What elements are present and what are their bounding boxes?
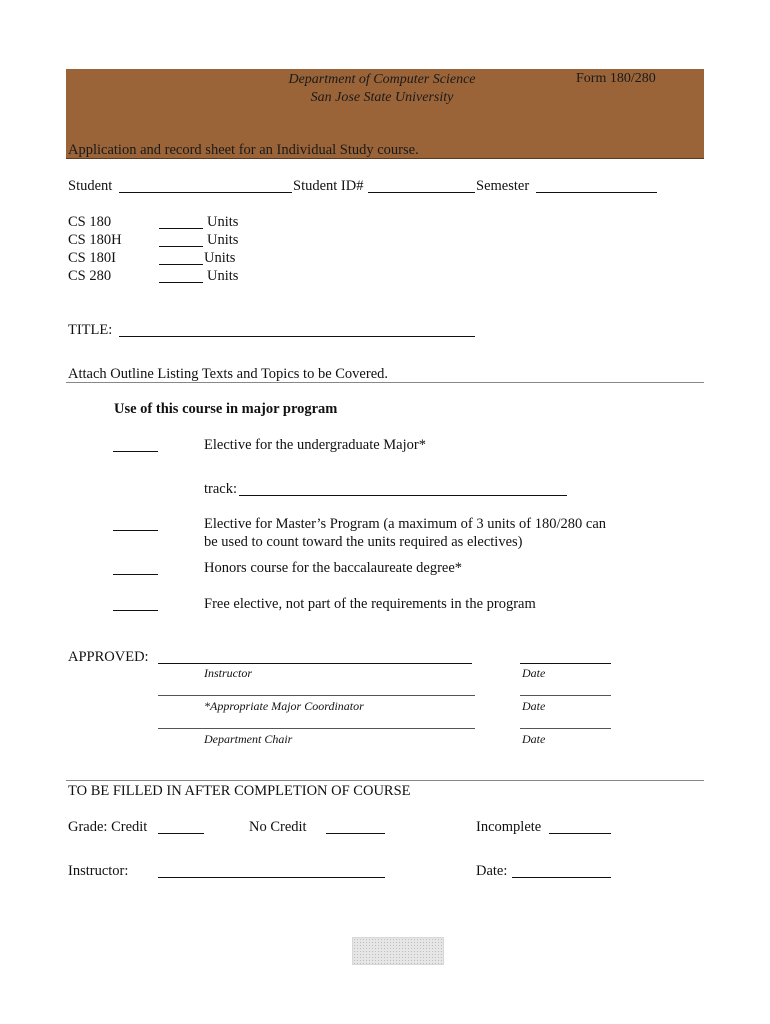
title-label: TITLE: bbox=[68, 322, 113, 338]
incomplete-field[interactable] bbox=[549, 833, 611, 834]
header-band bbox=[66, 69, 704, 159]
header-divider bbox=[66, 158, 704, 159]
major-program-heading: Use of this course in major program bbox=[114, 401, 338, 417]
units-field[interactable] bbox=[159, 246, 203, 247]
student-label: Student bbox=[68, 178, 113, 194]
student-id-field[interactable] bbox=[368, 192, 475, 193]
course-code: CS 180H bbox=[68, 232, 122, 248]
attach-line: Attach Outline Listing Texts and Topics to be Covered. bbox=[68, 366, 389, 382]
units-field[interactable] bbox=[159, 282, 203, 283]
option-checkbox-line[interactable] bbox=[113, 530, 158, 531]
units-label: Units bbox=[207, 214, 239, 230]
units-field[interactable] bbox=[159, 264, 203, 265]
student-id-label: Student ID# bbox=[293, 178, 364, 194]
university-name: San Jose State University bbox=[310, 90, 454, 105]
option-undergrad-elective: Elective for the undergraduate Major* bbox=[204, 437, 426, 453]
department-heading bbox=[272, 71, 492, 107]
units-label: Units bbox=[207, 268, 239, 284]
course-code: CS 180I bbox=[68, 250, 116, 266]
section-divider bbox=[66, 382, 704, 383]
option-checkbox-line[interactable] bbox=[113, 574, 158, 575]
semester-field[interactable] bbox=[536, 192, 657, 193]
coordinator-date-line[interactable] bbox=[520, 695, 611, 696]
title-field[interactable] bbox=[119, 336, 475, 337]
units-label: Units bbox=[204, 250, 236, 266]
incomplete-label: Incomplete bbox=[476, 819, 542, 835]
coordinator-signature-line[interactable] bbox=[158, 695, 475, 696]
instructor-signature-line[interactable] bbox=[158, 663, 472, 664]
application-line: Application and record sheet for an Individual Study course. bbox=[68, 142, 419, 158]
page-stamp bbox=[352, 937, 444, 965]
student-field[interactable] bbox=[119, 192, 292, 193]
completion-divider bbox=[66, 780, 704, 781]
units-label: Units bbox=[207, 232, 239, 248]
grade-credit-label: Grade: Credit bbox=[68, 819, 148, 835]
units-field[interactable] bbox=[159, 228, 203, 229]
chair-caption: Department Chair bbox=[204, 732, 293, 746]
chair-signature-line[interactable] bbox=[158, 728, 475, 729]
option-free-elective: Free elective, not part of the requirements in the program bbox=[204, 596, 536, 612]
completion-date-field[interactable] bbox=[512, 877, 611, 878]
completion-heading: TO BE FILLED IN AFTER COMPLETION OF COURSE bbox=[68, 783, 411, 799]
date-caption: Date bbox=[522, 699, 546, 713]
instructor-caption: Instructor bbox=[204, 666, 252, 680]
option-honors-course: Honors course for the baccalaureate degree* bbox=[204, 560, 463, 576]
form-number: Form 180/280 bbox=[576, 71, 656, 86]
track-field[interactable] bbox=[239, 495, 567, 496]
option-checkbox-line[interactable] bbox=[113, 610, 158, 611]
coordinator-caption: *Appropriate Major Coordinator bbox=[204, 699, 364, 713]
option-masters-elective: Elective for Master’s Program (a maximum of 3 units of 180/280 can bbox=[204, 516, 607, 532]
semester-label: Semester bbox=[476, 178, 530, 194]
approved-label: APPROVED: bbox=[68, 649, 149, 665]
date-caption: Date bbox=[522, 666, 546, 680]
instructor-date-line[interactable] bbox=[520, 663, 611, 664]
course-code: CS 180 bbox=[68, 214, 112, 230]
option-masters-elective-cont: be used to count toward the units required as electives) bbox=[204, 534, 523, 550]
date-caption: Date bbox=[522, 732, 546, 746]
no-credit-label: No Credit bbox=[249, 819, 307, 835]
grade-credit-field[interactable] bbox=[158, 833, 204, 834]
chair-date-line[interactable] bbox=[520, 728, 611, 729]
completion-instructor-label: Instructor: bbox=[68, 863, 129, 879]
option-checkbox-line[interactable] bbox=[113, 451, 158, 452]
track-label: track: bbox=[204, 481, 238, 497]
no-credit-field[interactable] bbox=[326, 833, 385, 834]
completion-date-label: Date: bbox=[476, 863, 508, 879]
department-name: Department of Computer Science bbox=[288, 72, 476, 87]
completion-instructor-field[interactable] bbox=[158, 877, 385, 878]
course-code: CS 280 bbox=[68, 268, 112, 284]
